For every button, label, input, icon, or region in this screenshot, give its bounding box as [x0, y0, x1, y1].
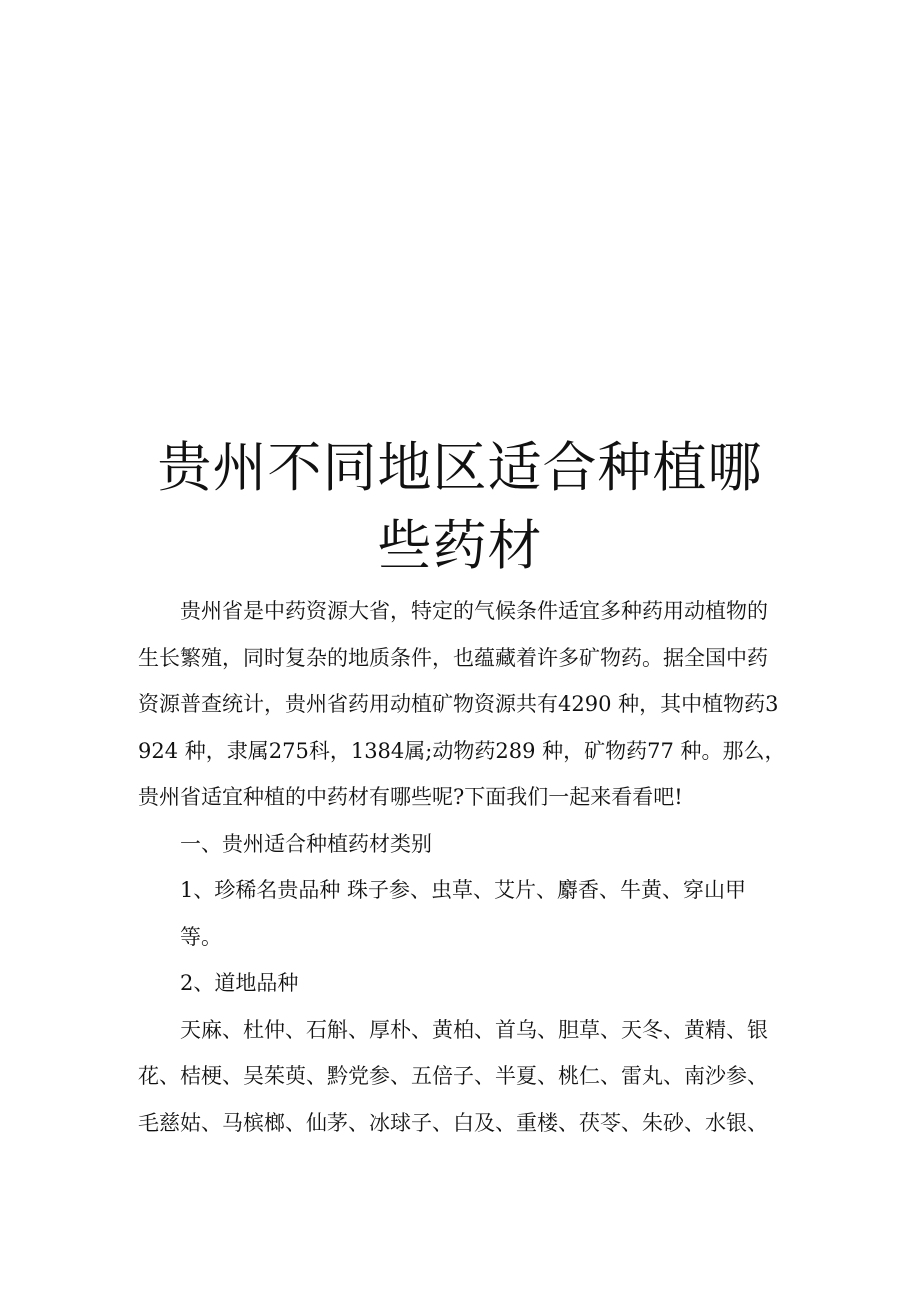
item-1-line-1: 1、珍稀名贵品种 珠子参、虫草、艾片、麝香、牛黄、穿山甲 [180, 878, 747, 902]
item-2-heading: 2、道地品种 [180, 971, 299, 995]
section-heading: 一、贵州适合种植药材类别 [180, 831, 432, 856]
item-2-list: 天麻、杜仲、石斛、厚朴、黄柏、首乌、胆草、天冬、黄精、银花、桔梗、吴茱萸、黔党参、五倍子、半夏、桃仁、雷丸、南沙参、毛慈姑、马槟榔、仙茅、冰球子、白及、重楼、茯苓、朱砂、水银、 [138, 1017, 768, 1135]
intro-paragraph: 贵州省是中药资源大省，特定的气候条件适宜多种药用动植物的生长繁殖，同时复杂的地质条件，也蕴藏着许多矿物药。据全国中药资源普查统计，贵州省药用动植矿物资源共有4290 种，其中植物药3924 种，隶属275科，1384属;动物药289 种，矿物药77 种。那么，贵州省适宜种植的中药材有哪些呢?下面我们一起来看看吧! [138, 599, 786, 809]
document-title-line-2: 些药材 [377, 514, 543, 577]
item-1-line-2: 等。 [180, 924, 222, 949]
document-body [138, 588, 788, 1146]
document-title-line-1: 贵州不同地区适合种植哪 [157, 436, 763, 499]
